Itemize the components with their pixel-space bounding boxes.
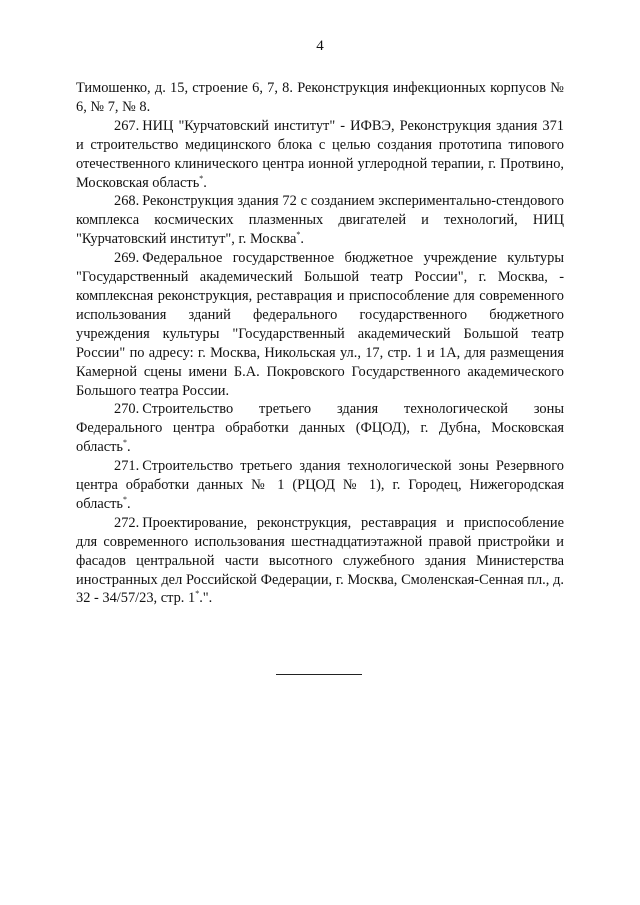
paragraph-tail: .". [199,590,213,607]
item-number: 270. [114,401,140,418]
item-number: 271. [114,458,140,475]
paragraph-item-272 [76,514,564,609]
paragraph-item-267 [76,117,564,193]
footnote-mark: * [195,589,200,599]
item-number: 267. [114,117,140,134]
paragraph-tail: . [126,439,131,456]
footnote-mark: * [122,438,127,448]
paragraph-text: Строительство третьего здания технологической зоны Федерального центра обработки данных (ФЦОД), г. Дубна, Московская область [76,401,564,456]
end-of-text-divider [276,674,362,675]
paragraph-text: Строительство третьего здания технологической зоны Резервного центра обработки данных № 1 (РЦОД № 1), г. Городец, Нижегородская область [76,458,564,512]
paragraph-text: Реконструкция здания 72 с созданием экспериментально-стендового комплекса космических плазменных двигателей и технологий, НИЦ "Курчатовский институт", г. Москва [76,193,564,248]
footnote-mark: * [296,230,301,240]
paragraph-item-270 [76,400,564,457]
paragraph-tail: . [300,231,304,248]
paragraph-text: Проектирование, реконструкция, реставрация и приспособление для современного использования шестнадцатиэтажной правой пристройки и фасадов центральной части высотного служебного здания Министерства иностранных дел Российской Федерации, г. Москва, Смоленская-Сенная пл., д. 32 - 34/57/23, стр. 1 [76,514,564,607]
paragraph-text: Тимошенко, д. 15, строение 6, 7, 8. Реконструкция инфекционных корпусов № 6, № 7, № 8. [76,80,564,115]
paragraph-item-269 [76,249,564,400]
paragraph-tail: . [203,174,207,191]
item-number: 269. [114,250,140,267]
footnote-mark: * [199,173,204,183]
paragraph-text: НИЦ "Курчатовский институт" - ИФВЭ, Реконструкция здания 371 и строительство медицинского блока с целью создания прототипа типового отечественного клинического центра ионной углеродной терапии, г. Протвино, Московская область [76,117,564,191]
paragraph-tail: . [126,495,131,512]
page-number: 4 [316,38,324,54]
paragraph-item-268 [76,192,564,249]
item-number: 272. [114,514,140,531]
paragraph-continuation [76,79,564,117]
item-number: 268. [114,193,140,210]
paragraph-item-271 [76,457,564,514]
footnote-mark: * [122,495,127,505]
paragraph-text: Федеральное государственное бюджетное учреждение культуры "Государственный академический Большой театр России", г. Москва, - комплексная реконструкция, реставрация и приспособление для современного использования зданий федерального государственного бюджетного учреждения культуры "Государственный академический Большой театр России" по адресу: г. Москва, Никольская ул., 17, стр. 1 и 1А, для размещения Камерной сцены имени Б.А. Покровского Государственного академического Большого театра России. [76,250,564,399]
document-body [76,79,564,608]
